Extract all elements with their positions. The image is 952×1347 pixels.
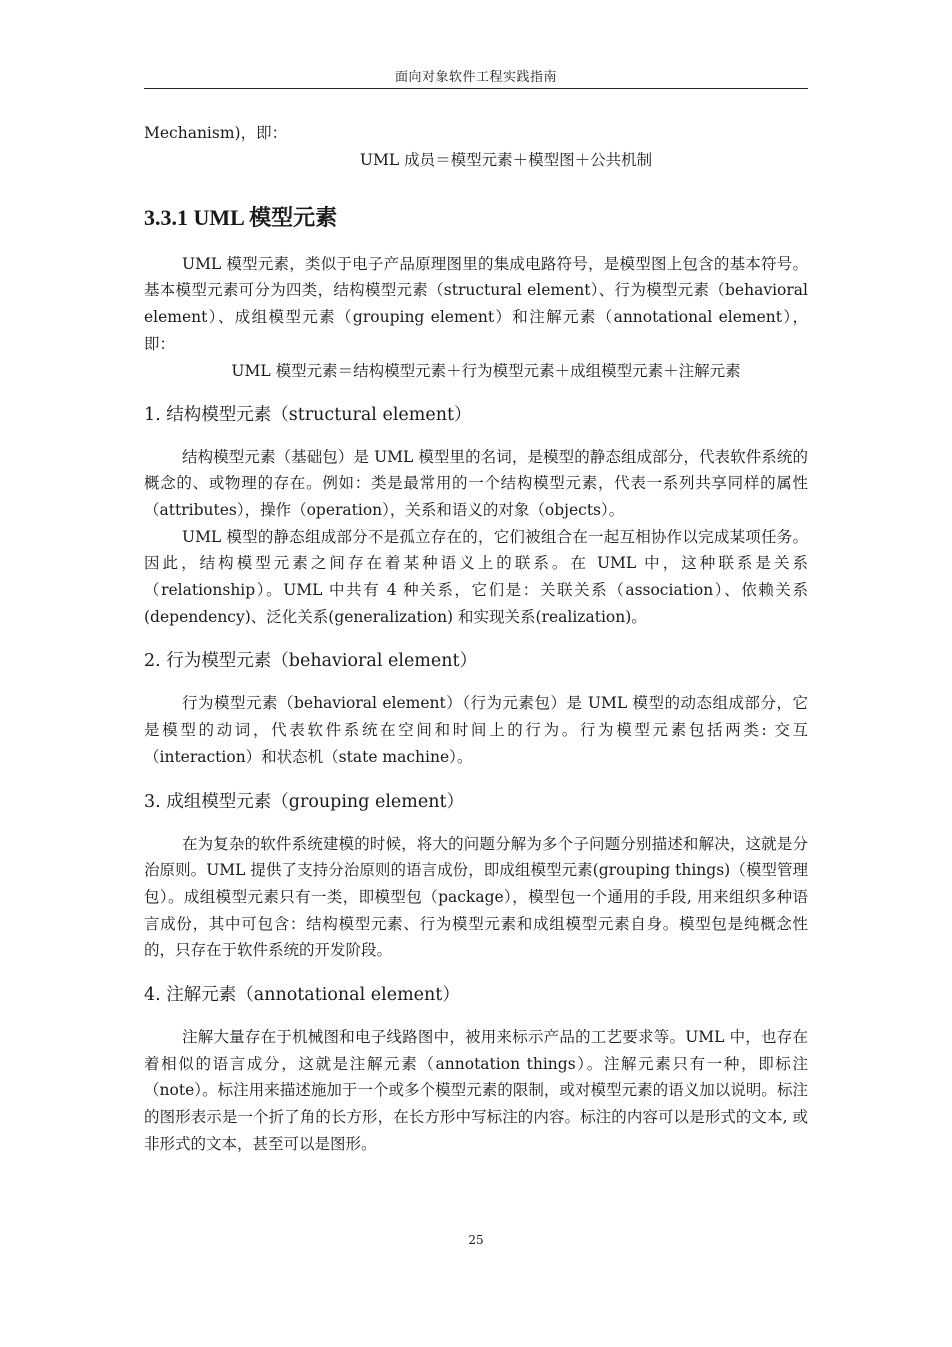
uml-member-formula: UML 成员＝模型元素＋模型图＋公共机制 [359,150,653,169]
grouping-paragraph: 在为复杂的软件系统建模的时候，将大的问题分解为多个子问题分别描述和解决，这就是分治原则。UML 提供了支持分治原则的语言成份，即成组模型元素(grouping things)（模型管理包）。成组模型元素只有一类，即模型包（package），模型包一个通用的手段, 用来组织多种语言成份，其中可包含：结构模型元素、行为模型元素和成组模型元素自身。模型包是纯概念性的，只存在于软件系统的开发阶段。 [144,834,808,960]
header-rule [144,88,808,89]
structural-paragraph-2: UML 模型的静态组成部分不是孤立存在的，它们被组合在一起互相协作以完成某项任务。因此，结构模型元素之间存在着某种语义上的联系。在 UML 中，这种联系是关系（relationship）。UML 中共有 4 种关系，它们是：关联关系（association）、依赖关系(dependency)、泛化关系(generalization) 和实现关系(realization)。 [144,527,808,626]
section-intro-paragraph: UML 模型元素，类似于电子产品原理图里的集成电路符号，是模型图上包含的基本符号。基本模型元素可分为四类，结构模型元素（structural element）、行为模型元素（behavioral element）、成组模型元素（grouping element）和注解元素（annotational element），即： [144,254,808,353]
model-element-formula: UML 模型元素＝结构模型元素＋行为模型元素＋成组模型元素＋注解元素 [231,361,741,380]
subsection-heading-annotational: 4. 注解元素（annotational element） [144,985,460,1006]
section-title: 3.3.1 UML 模型元素 [144,204,338,230]
subsection-heading-grouping: 3. 成组模型元素（grouping element） [144,791,465,812]
subsection-heading-behavioral: 2. 行为模型元素（behavioral element） [144,651,478,672]
page-body [144,120,808,1158]
continuation-line: Mechanism)，即： [144,124,288,142]
page-number: 25 [468,1233,484,1247]
structural-paragraph-1: 结构模型元素（基础包）是 UML 模型里的名词，是模型的静态组成部分，代表软件系统的概念的、或物理的存在。例如：类是最常用的一个结构模型元素，代表一系列共享同样的属性（attributes），操作（operation），关系和语义的对象（objects）。 [144,447,808,519]
running-header: 面向对象软件工程实践指南 [394,70,557,85]
subsection-heading-structural: 1. 结构模型元素（structural element） [144,404,472,425]
annotational-paragraph: 注解大量存在于机械图和电子线路图中，被用来标示产品的工艺要求等。UML 中，也存在着相似的语言成分，这就是注解元素（annotation things）。注解元素只有一种，即标注（note）。标注用来描述施加于一个或多个模型元素的限制，或对模型元素的语义加以说明。标注的图形表示是一个折了角的长方形，在长方形中写标注的内容。标注的内容可以是形式的文本, 或非形式的文本，甚至可以是图形。 [144,1028,808,1153]
behavioral-paragraph: 行为模型元素（behavioral element）（行为元素包）是 UML 模型的动态组成部分，它是模型的动词，代表软件系统在空间和时间上的行为。行为模型元素包括两类: 交互（interaction）和状态机（state machine）。 [144,694,808,766]
